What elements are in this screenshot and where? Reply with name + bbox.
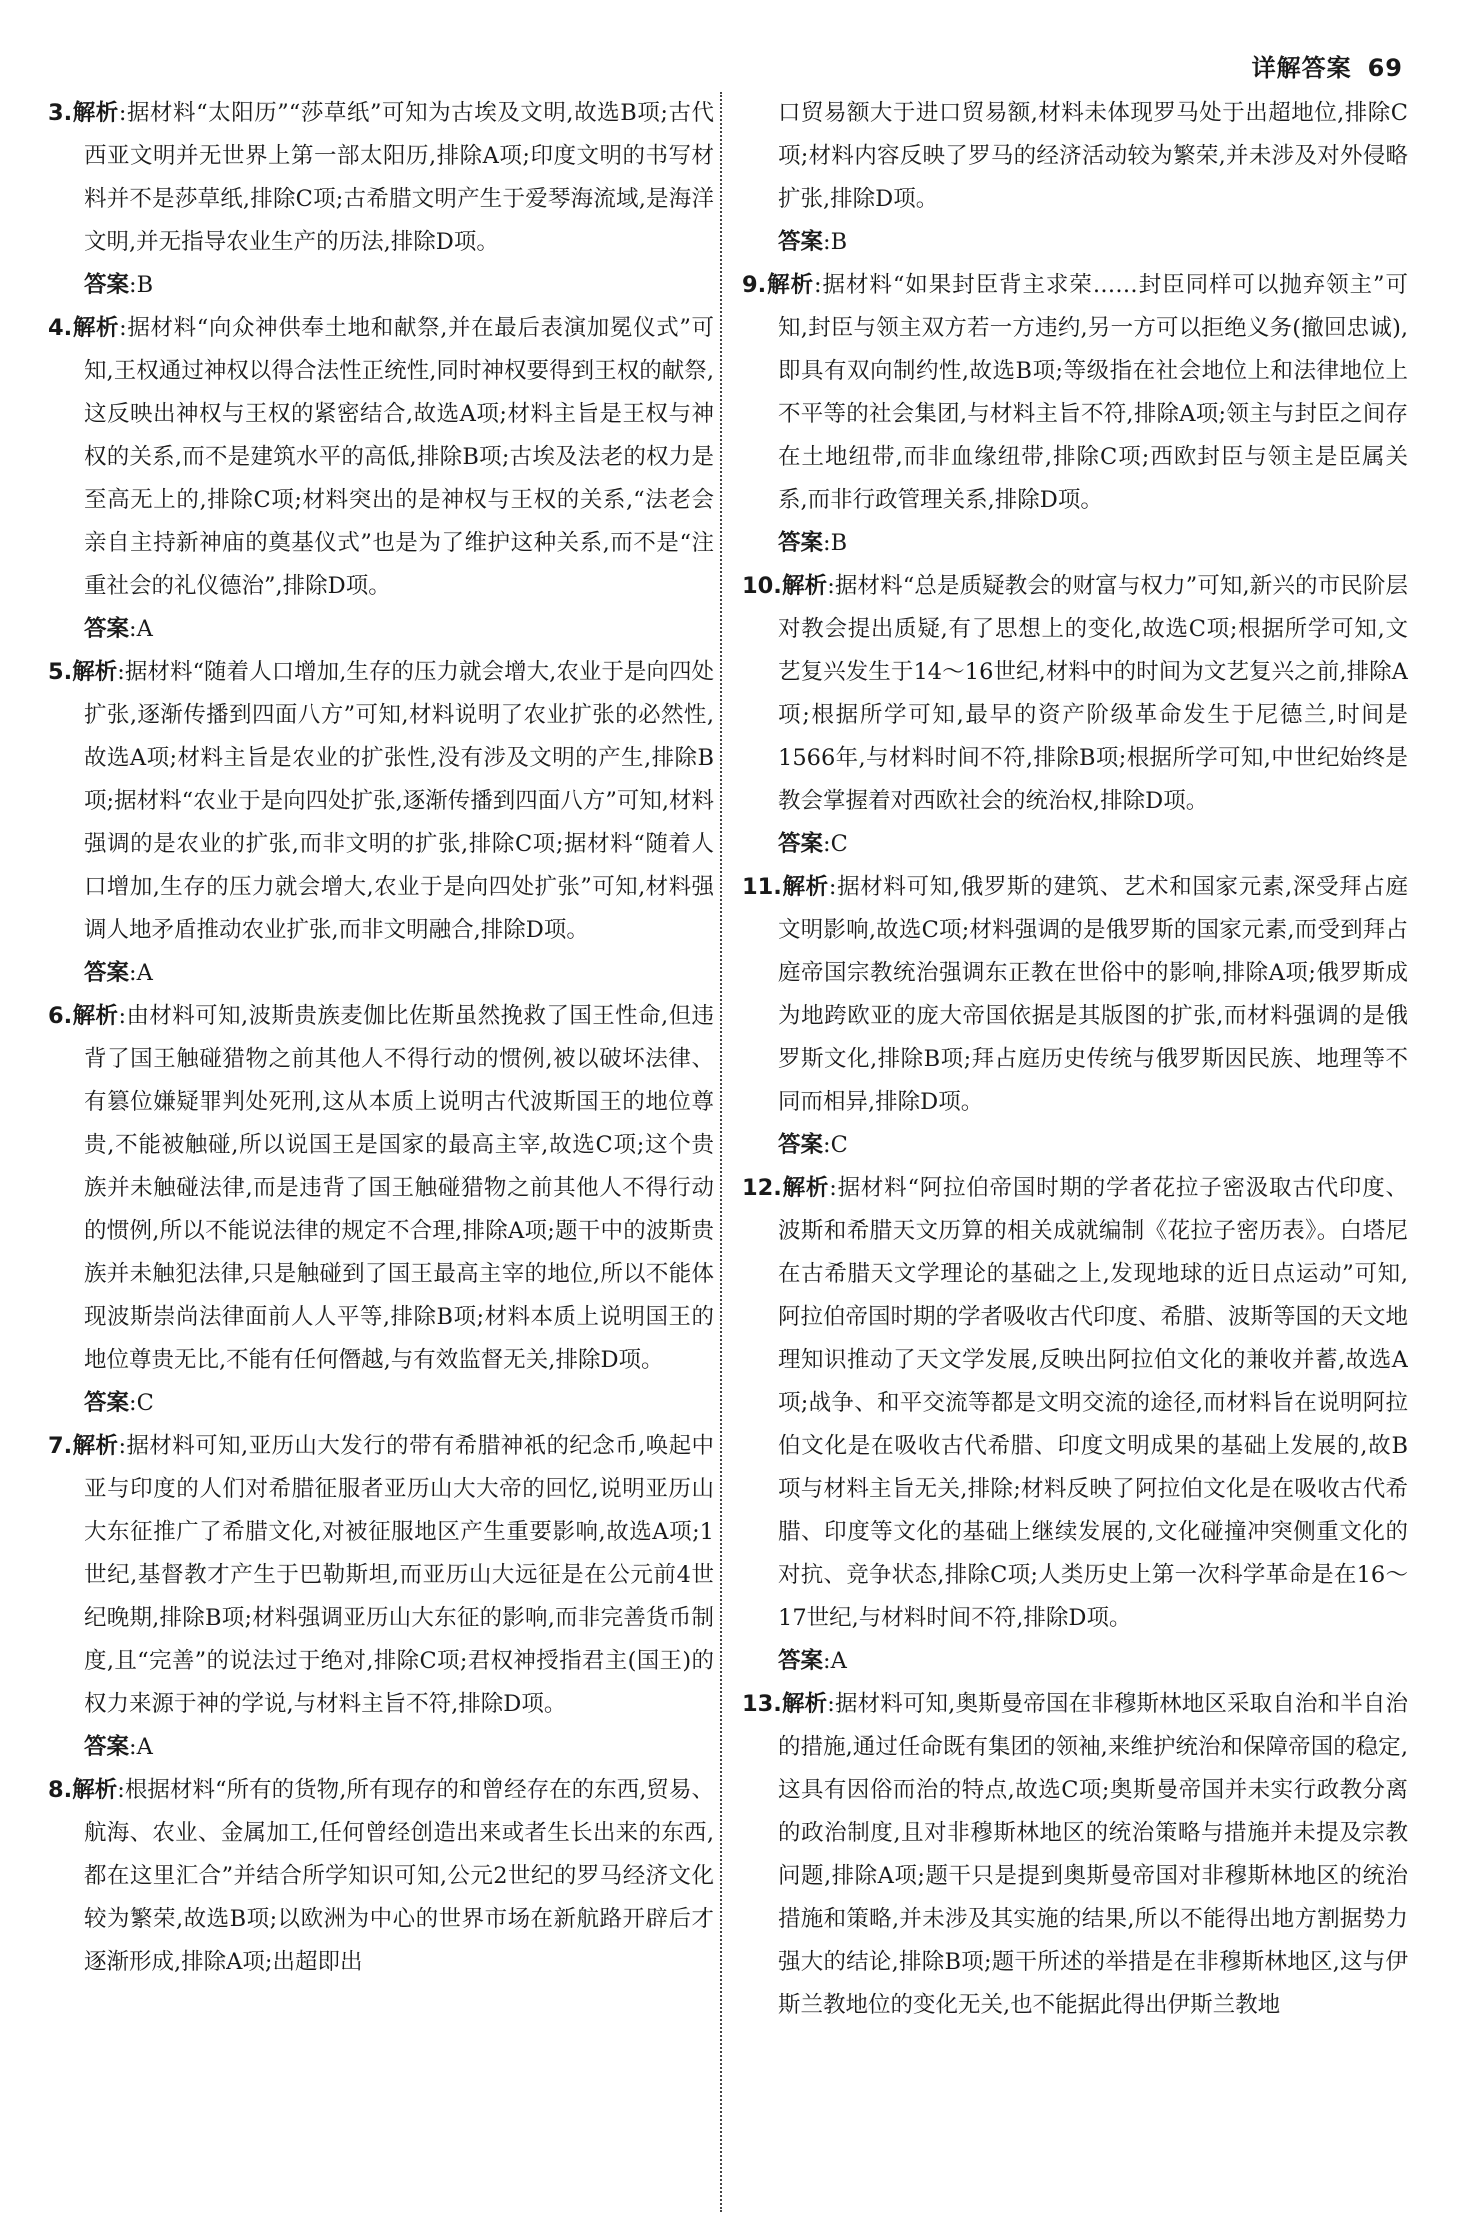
answer-4: 答案:A <box>84 616 153 642</box>
question-item-6: 6.解析:由材料可知,波斯贵族麦伽比佐斯虽然挽救了国王性命,但违背了国王触碰猎物之前其他人不得行动的惯例,被以破坏法律、有篡位嫌疑罪判处死刑,这从本质上说明古代波斯国王的地位尊贵,不能被触碰,所以说国王是国家的最高主宰,故选C项;这个贵族并未触碰法律,而是违背了国王触碰猎物之前其他人不得行动的惯例,所以不能说法律的规定不合理,排除A项;题干中的波斯贵族并未触犯法律,只是触碰到了国王最高主宰的地位,所以不能体现波斯崇尚法律面前人人平等,排除B项;材料本质上说明国王的地位尊贵无比,不能有任何僭越,与有效监督无关,排除D项。 <box>48 1003 714 1373</box>
page-number: 69 <box>1367 54 1403 82</box>
question-item-8-continued <box>742 92 1408 221</box>
explanation-text: 口贸易额大于进口贸易额,材料未体现罗马处于出超地位,排除C项;材料内容反映了罗马的经济活动较为繁荣,并未涉及对外侵略扩张,排除D项。 <box>778 100 1408 212</box>
explanation-text: :据材料可知,奥斯曼帝国在非穆斯林地区采取自治和半自治的措施,通过任命既有集团的领袖,来维护统治和保障帝国的稳定,这具有因俗而治的特点,故选C项;奥斯曼帝国并未实行政教分离的政治制度,且对非穆斯林地区的统治策略与措施并未提及宗教问题,排除A项;题干只是提到奥斯曼帝国对非穆斯林地区的统治措施和策略,并未涉及其实施的结果,所以不能得出地方割据势力强大的结论,排除B项;题干所述的举措是在非穆斯林地区,这与伊斯兰教地位的变化无关,也不能据此得出伊斯兰教地 <box>778 1691 1408 2018</box>
answer-3: 答案:B <box>84 272 154 298</box>
question-item-9: 9.解析:据材料“如果封臣背主求荣……封臣同样可以抛弃领主”可知,封臣与领主双方若一方违约,另一方可以拒绝义务(撤回忠诚),即具有双向制约性,故选B项;等级指在社会地位上和法律地位上不平等的社会集团,与材料主旨不符,排除A项;领主与封臣之间存在土地纽带,而非血缘纽带,排除C项;西欧封臣与领主是臣属关系,而非行政管理关系,排除D项。 <box>742 272 1408 513</box>
answer-8: 答案:B <box>778 229 848 255</box>
question-item-5: 5.解析:据材料“随着人口增加,生存的压力就会增大,农业于是向四处扩张,逐渐传播到四面八方”可知,材料说明了农业扩张的必然性,故选A项;材料主旨是农业的扩张性,没有涉及文明的产生,排除B项;据材料“农业于是向四处扩张,逐渐传播到四面八方”可知,材料强调的是农业的扩张,而非文明的扩张,排除C项;据材料“随着人口增加,生存的压力就会增大,农业于是向四处扩张”可知,材料强调人地矛盾推动农业扩张,而非文明融合,排除D项。 <box>48 659 714 943</box>
question-item-12: 12.解析:据材料“阿拉伯帝国时期的学者花拉子密汲取古代印度、波斯和希腊天文历算的相关成就编制《花拉子密历表》。白塔尼在古希腊天文学理论的基础之上,发现地球的近日点运动”可知,阿拉伯帝国时期的学者吸收古代印度、希腊、波斯等国的天文地理知识推动了天文学发展,反映出阿拉伯文化的兼收并蓄,故选A项;战争、和平交流等都是文明交流的途径,而材料旨在说明阿拉伯文化是在吸收古代希腊、印度文明成果的基础上发展的,故B项与材料主旨无关,排除;材料反映了阿拉伯文化是在吸收古代希腊、印度等文化的基础上继续发展的,文化碰撞冲突侧重文化的对抗、竞争状态,排除C项;人类历史上第一次科学革命是在16～17世纪,与材料时间不符,排除D项。 <box>742 1175 1408 1631</box>
explanation-text: :据材料“向众神供奉土地和献祭,并在最后表演加冕仪式”可知,王权通过神权以得合法性正统性,同时神权要得到王权的献祭,这反映出神权与王权的紧密结合,故选A项;材料主旨是王权与神权的关系,而不是建筑水平的高低,排除B项;古埃及法老的权力是至高无上的,排除C项;材料突出的是神权与王权的关系,“法老会亲自主持新神庙的奠基仪式”也是为了维护这种关系,而不是“注重社会的礼仪德治”,排除D项。 <box>84 315 714 599</box>
left-column <box>48 92 714 2212</box>
question-item-11: 11.解析:据材料可知,俄罗斯的建筑、艺术和国家元素,深受拜占庭文明影响,故选C项;材料强调的是俄罗斯的国家元素,而受到拜占庭帝国宗教统治强调东正教在世俗中的影响,排除A项;俄罗斯成为地跨欧亚的庞大帝国依据是其版图的扩张,而材料强调的是俄罗斯文化,排除B项;拜占庭历史传统与俄罗斯因民族、地理等不同而相异,排除D项。 <box>742 874 1408 1115</box>
explanation-text: :据材料“阿拉伯帝国时期的学者花拉子密汲取古代印度、波斯和希腊天文历算的相关成就编制《花拉子密历表》。白塔尼在古希腊天文学理论的基础之上,发现地球的近日点运动”可知,阿拉伯帝国时期的学者吸收古代印度、希腊、波斯等国的天文地理知识推动了天文学发展,反映出阿拉伯文化的兼收并蓄,故选A项;战争、和平交流等都是文明交流的途径,而材料旨在说明阿拉伯文化是在吸收古代希腊、印度文明成果的基础上发展的,故B项与材料主旨无关,排除;材料反映了阿拉伯文化是在吸收古代希腊、印度等文化的基础上继续发展的,文化碰撞冲突侧重文化的对抗、竞争状态,排除C项;人类历史上第一次科学革命是在16～17世纪,与材料时间不符,排除D项。 <box>778 1175 1408 1631</box>
question-item-3: 3.解析:据材料“太阳历”“莎草纸”可知为古埃及文明,故选B项;古代西亚文明并无世界上第一部太阳历,排除A项;印度文明的书写材料并不是莎草纸,排除C项;古希腊文明产生于爱琴海流域,是海洋文明,并无指导农业生产的历法,排除D项。 <box>48 100 714 255</box>
explanation-text: :据材料“如果封臣背主求荣……封臣同样可以抛弃领主”可知,封臣与领主双方若一方违约,另一方可以拒绝义务(撤回忠诚),即具有双向制约性,故选B项;等级指在社会地位上和法律地位上不平等的社会集团,与材料主旨不符,排除A项;领主与封臣之间存在土地纽带,而非血缘纽带,排除C项;西欧封臣与领主是臣属关系,而非行政管理关系,排除D项。 <box>778 272 1408 513</box>
explanation-text: :由材料可知,波斯贵族麦伽比佐斯虽然挽救了国王性命,但违背了国王触碰猎物之前其他人不得行动的惯例,被以破坏法律、有篡位嫌疑罪判处死刑,这从本质上说明古代波斯国王的地位尊贵,不能被触碰,所以说国王是国家的最高主宰,故选C项;这个贵族并未触碰法律,而是违背了国王触碰猎物之前其他人不得行动的惯例,所以不能说法律的规定不合理,排除A项;题干中的波斯贵族并未触犯法律,只是触碰到了国王最高主宰的地位,所以不能体现波斯崇尚法律面前人人平等,排除B项;材料本质上说明国王的地位尊贵无比,不能有任何僭越,与有效监督无关,排除D项。 <box>84 1003 714 1373</box>
header-title: 详解答案 <box>1251 54 1352 82</box>
explanation-text: :根据材料“所有的货物,所有现存的和曾经存在的东西,贸易、航海、农业、金属加工,任何曾经创造出来或者生长出来的东西,都在这里汇合”并结合所学知识可知,公元2世纪的罗马经济文化较为繁荣,故选B项;以欧洲为中心的世界市场在新航路开辟后才逐渐形成,排除A项;出超即出 <box>84 1777 714 1975</box>
answer-7: 答案:A <box>84 1734 153 1760</box>
column-divider <box>720 92 722 2212</box>
question-item-4: 4.解析:据材料“向众神供奉土地和献祭,并在最后表演加冕仪式”可知,王权通过神权以得合法性正统性,同时神权要得到王权的献祭,这反映出神权与王权的紧密结合,故选A项;材料主旨是王权与神权的关系,而不是建筑水平的高低,排除B项;古埃及法老的权力是至高无上的,排除C项;材料突出的是神权与王权的关系,“法老会亲自主持新神庙的奠基仪式”也是为了维护这种关系,而不是“注重社会的礼仪德治”,排除D项。 <box>48 315 714 599</box>
answer-9: 答案:B <box>778 530 848 556</box>
explanation-text: :据材料“随着人口增加,生存的压力就会增大,农业于是向四处扩张,逐渐传播到四面八方”可知,材料说明了农业扩张的必然性,故选A项;材料主旨是农业的扩张性,没有涉及文明的产生,排除B项;据材料“农业于是向四处扩张,逐渐传播到四面八方”可知,材料强调的是农业的扩张,而非文明的扩张,排除C项;据材料“随着人口增加,生存的压力就会增大,农业于是向四处扩张”可知,材料强调人地矛盾推动农业扩张,而非文明融合,排除D项。 <box>84 659 714 943</box>
answer-10: 答案:C <box>778 831 848 857</box>
explanation-text: :据材料可知,俄罗斯的建筑、艺术和国家元素,深受拜占庭文明影响,故选C项;材料强调的是俄罗斯的国家元素,而受到拜占庭帝国宗教统治强调东正教在世俗中的影响,排除A项;俄罗斯成为地跨欧亚的庞大帝国依据是其版图的扩张,而材料强调的是俄罗斯文化,排除B项;拜占庭历史传统与俄罗斯因民族、地理等不同而相异,排除D项。 <box>778 874 1408 1115</box>
answer-6: 答案:C <box>84 1390 154 1416</box>
question-item-13: 13.解析:据材料可知,奥斯曼帝国在非穆斯林地区采取自治和半自治的措施,通过任命既有集团的领袖,来维护统治和保障帝国的稳定,这具有因俗而治的特点,故选C项;奥斯曼帝国并未实行政教分离的政治制度,且对非穆斯林地区的统治策略与措施并未提及宗教问题,排除A项;题干只是提到奥斯曼帝国对非穆斯林地区的统治措施和策略,并未涉及其实施的结果,所以不能得出地方割据势力强大的结论,排除B项;题干所述的举措是在非穆斯林地区,这与伊斯兰教地位的变化无关,也不能据此得出伊斯兰教地 <box>742 1691 1408 2018</box>
question-item-10: 10.解析:据材料“总是质疑教会的财富与权力”可知,新兴的市民阶层对教会提出质疑,有了思想上的变化,故选C项;根据所学可知,文艺复兴发生于14～16世纪,材料中的时间为文艺复兴之前,排除A项;根据所学可知,最早的资产阶级革命发生于尼德兰,时间是1566年,与材料时间不符,排除B项;根据所学可知,中世纪始终是教会掌握着对西欧社会的统治权,排除D项。 <box>742 573 1408 814</box>
question-item-8: 8.解析:根据材料“所有的货物,所有现存的和曾经存在的东西,贸易、航海、农业、金属加工,任何曾经创造出来或者生长出来的东西,都在这里汇合”并结合所学知识可知,公元2世纪的罗马经济文化较为繁荣,故选B项;以欧洲为中心的世界市场在新航路开辟后才逐渐形成,排除A项;出超即出 <box>48 1777 714 1975</box>
answer-11: 答案:C <box>778 1132 848 1158</box>
explanation-text: :据材料“太阳历”“莎草纸”可知为古埃及文明,故选B项;古代西亚文明并无世界上第一部太阳历,排除A项;印度文明的书写材料并不是莎草纸,排除C项;古希腊文明产生于爱琴海流域,是海洋文明,并无指导农业生产的历法,排除D项。 <box>84 100 714 255</box>
answer-5: 答案:A <box>84 960 153 986</box>
right-column <box>742 92 1408 2212</box>
explanation-text: :据材料“总是质疑教会的财富与权力”可知,新兴的市民阶层对教会提出质疑,有了思想上的变化,故选C项;根据所学可知,文艺复兴发生于14～16世纪,材料中的时间为文艺复兴之前,排除A项;根据所学可知,最早的资产阶级革命发生于尼德兰,时间是1566年,与材料时间不符,排除B项;根据所学可知,中世纪始终是教会掌握着对西欧社会的统治权,排除D项。 <box>778 573 1408 814</box>
answer-12: 答案:A <box>778 1648 847 1674</box>
page-header <box>1252 48 1403 83</box>
explanation-text: :据材料可知,亚历山大发行的带有希腊神祇的纪念币,唤起中亚与印度的人们对希腊征服者亚历山大大帝的回忆,说明亚历山大东征推广了希腊文化,对被征服地区产生重要影响,故选A项;1世纪,基督教才产生于巴勒斯坦,而亚历山大远征是在公元前4世纪晚期,排除B项;材料强调亚历山大东征的影响,而非完善货币制度,且“完善”的说法过于绝对,排除C项;君权神授指君主(国王)的权力来源于神的学说,与材料主旨不符,排除D项。 <box>84 1433 714 1717</box>
question-item-7: 7.解析:据材料可知,亚历山大发行的带有希腊神祇的纪念币,唤起中亚与印度的人们对希腊征服者亚历山大大帝的回忆,说明亚历山大东征推广了希腊文化,对被征服地区产生重要影响,故选A项;1世纪,基督教才产生于巴勒斯坦,而亚历山大远征是在公元前4世纪晚期,排除B项;材料强调亚历山大东征的影响,而非完善货币制度,且“完善”的说法过于绝对,排除C项;君权神授指君主(国王)的权力来源于神的学说,与材料主旨不符,排除D项。 <box>48 1433 714 1717</box>
